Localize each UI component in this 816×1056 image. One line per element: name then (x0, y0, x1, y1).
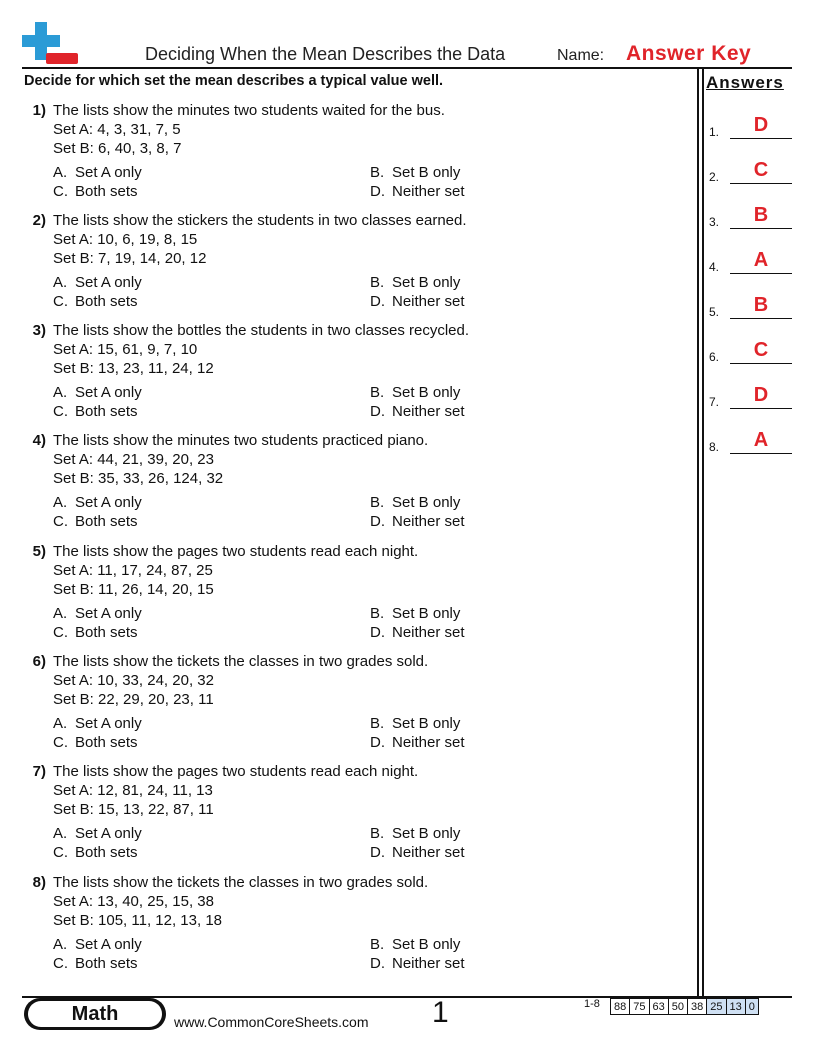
score-range: 1-8 (584, 998, 600, 1010)
answer-line (730, 408, 792, 409)
answer-line (730, 138, 792, 139)
answer-row-5 (709, 293, 793, 319)
answer-row-4 (709, 248, 793, 274)
set-a: Set A: 10, 6, 19, 8, 15 (53, 231, 198, 248)
option-d: D. Neither set (370, 513, 465, 530)
instructions: Decide for which set the mean describes a typical value well. (24, 73, 444, 89)
question-number: 7) (32, 763, 46, 780)
answer-number: 6. (709, 350, 720, 364)
answer-line (730, 183, 792, 184)
option-d: D. Neither set (370, 293, 465, 310)
option-b: B. Set B only (370, 605, 461, 622)
question-number: 3) (32, 322, 46, 339)
set-a: Set A: 15, 61, 9, 7, 10 (53, 341, 198, 358)
question-number: 1) (32, 102, 46, 119)
score-cell: 25 (707, 999, 726, 1015)
header-divider (22, 67, 792, 69)
option-a: A. Set A only (53, 605, 142, 622)
set-a: Set A: 4, 3, 31, 7, 5 (53, 121, 181, 138)
option-d: D. Neither set (370, 955, 465, 972)
option-c: C. Both sets (53, 734, 138, 751)
set-b: Set B: 105, 11, 12, 13, 18 (53, 912, 223, 929)
option-c: C. Both sets (53, 624, 138, 641)
option-b: B. Set B only (370, 164, 461, 181)
score-cell: 0 (745, 999, 758, 1015)
set-a: Set A: 44, 21, 39, 20, 23 (53, 451, 214, 468)
question-text: The lists show the minutes two students waited for the bus. (53, 102, 445, 119)
math-badge-label: Math (28, 1001, 162, 1027)
answer-line (730, 453, 792, 454)
answer-number: 4. (709, 260, 720, 274)
option-b: B. Set B only (370, 825, 461, 842)
question-text: The lists show the pages two students read each night. (53, 543, 419, 560)
question-number: 8) (32, 874, 46, 891)
option-b: B. Set B only (370, 274, 461, 291)
option-a: A. Set A only (53, 164, 142, 181)
answer-number: 5. (709, 305, 720, 319)
score-cell: 13 (726, 999, 745, 1015)
answer-row-3 (709, 203, 793, 229)
answer-number: 8. (709, 440, 720, 454)
answer-row-1 (709, 113, 793, 139)
option-c: C. Both sets (53, 844, 138, 861)
option-b: B. Set B only (370, 936, 461, 953)
answer-number: 7. (709, 395, 720, 409)
option-a: A. Set A only (53, 384, 142, 401)
option-b: B. Set B only (370, 715, 461, 732)
set-a: Set A: 13, 40, 25, 15, 38 (53, 893, 214, 910)
plus-minus-logo-icon (22, 22, 80, 68)
question-number: 2) (32, 212, 46, 229)
set-a: Set A: 12, 81, 24, 11, 13 (53, 782, 213, 799)
option-d: D. Neither set (370, 734, 465, 751)
answer-value: B (753, 294, 769, 316)
answer-value: A (753, 429, 769, 451)
score-cell: 38 (688, 999, 707, 1015)
answer-line (730, 363, 792, 364)
set-b: Set B: 22, 29, 20, 23, 11 (53, 691, 214, 708)
set-a: Set A: 10, 33, 24, 20, 32 (53, 672, 214, 689)
name-label: Name: (557, 47, 605, 64)
answer-key-label: Answer Key (626, 42, 752, 65)
answer-number: 2. (709, 170, 720, 184)
set-b: Set B: 7, 19, 14, 20, 12 (53, 250, 207, 267)
answer-value: C (753, 159, 769, 181)
option-d: D. Neither set (370, 844, 465, 861)
answer-row-7 (709, 383, 793, 409)
option-c: C. Both sets (53, 955, 138, 972)
option-a: A. Set A only (53, 825, 142, 842)
answers-heading: Answers (706, 73, 784, 92)
question-text: The lists show the stickers the students in two classes earned. (53, 212, 467, 229)
set-b: Set B: 11, 26, 14, 20, 15 (53, 581, 214, 598)
question-number: 4) (32, 432, 46, 449)
set-b: Set B: 6, 40, 3, 8, 7 (53, 140, 182, 157)
set-b: Set B: 13, 23, 11, 24, 12 (53, 360, 214, 377)
option-c: C. Both sets (53, 293, 138, 310)
worksheet-title: Deciding When the Mean Describes the Data (145, 44, 506, 64)
question-number: 6) (32, 653, 46, 670)
set-b: Set B: 35, 33, 26, 124, 32 (53, 470, 224, 487)
option-b: B. Set B only (370, 384, 461, 401)
answer-number: 1. (709, 125, 720, 139)
answer-value: D (753, 114, 769, 136)
option-a: A. Set A only (53, 936, 142, 953)
option-c: C. Both sets (53, 513, 138, 530)
answer-value: B (753, 204, 769, 226)
answer-line (730, 228, 792, 229)
option-d: D. Neither set (370, 183, 465, 200)
question-text: The lists show the bottles the students in two classes recycled. (53, 322, 470, 339)
option-a: A. Set A only (53, 494, 142, 511)
option-c: C. Both sets (53, 183, 138, 200)
answer-column-divider (697, 67, 699, 997)
option-c: C. Both sets (53, 403, 138, 420)
page-number: 1 (432, 996, 449, 1029)
score-cell: 88 (611, 999, 630, 1015)
set-a: Set A: 11, 17, 24, 87, 25 (53, 562, 213, 579)
site-url: www.CommonCoreSheets.com (174, 1014, 369, 1030)
answer-value: A (753, 249, 769, 271)
answer-row-8 (709, 428, 793, 454)
answer-row-6 (709, 338, 793, 364)
option-a: A. Set A only (53, 715, 142, 732)
answer-number: 3. (709, 215, 720, 229)
option-a: A. Set A only (53, 274, 142, 291)
set-b: Set B: 15, 13, 22, 87, 11 (53, 801, 214, 818)
question-number: 5) (32, 543, 46, 560)
option-d: D. Neither set (370, 624, 465, 641)
math-badge (24, 998, 166, 1030)
answer-value: C (753, 339, 769, 361)
answer-line (730, 318, 792, 319)
option-d: D. Neither set (370, 403, 465, 420)
score-cell: 50 (668, 999, 687, 1015)
answer-value: D (753, 384, 769, 406)
option-b: B. Set B only (370, 494, 461, 511)
score-cell: 63 (649, 999, 668, 1015)
answer-line (730, 273, 792, 274)
question-text: The lists show the tickets the classes in two grades sold. (53, 653, 429, 670)
question-text: The lists show the minutes two students practiced piano. (53, 432, 429, 449)
score-table (610, 998, 759, 1015)
answer-column-divider-inner (702, 67, 704, 997)
question-text: The lists show the tickets the classes in two grades sold. (53, 874, 429, 891)
question-text: The lists show the pages two students read each night. (53, 763, 419, 780)
score-cell: 75 (630, 999, 649, 1015)
answer-row-2 (709, 158, 793, 184)
